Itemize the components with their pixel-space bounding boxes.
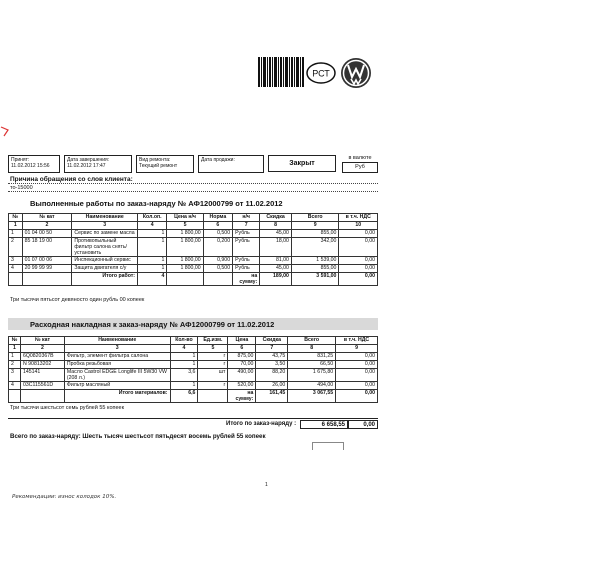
col-header: в т.ч. НДС xyxy=(336,337,378,345)
table-cell: 855,00 xyxy=(291,265,339,273)
table-cell: Рубль xyxy=(233,265,260,273)
col-header: № кат xyxy=(20,337,64,345)
col-number: 6 xyxy=(228,345,256,353)
col-header: Цена н/ч xyxy=(167,214,203,222)
col-number: 1 xyxy=(9,345,21,353)
col-header: Ед.изм. xyxy=(198,337,228,345)
table-cell: Фильтр масляный xyxy=(64,382,170,390)
currency-label: в валюте xyxy=(348,155,372,161)
grand-total-sum: 6 658,55 xyxy=(300,420,348,429)
col-number: 9 xyxy=(291,222,339,230)
table-cell: 0,00 xyxy=(339,230,378,238)
grand-total-vat: 0,00 xyxy=(348,420,378,429)
table-cell: 3,6 xyxy=(170,369,198,382)
table-cell: г xyxy=(198,353,228,361)
table-row xyxy=(9,230,378,238)
col-header: Кол-во xyxy=(170,337,198,345)
table-cell: Рубль xyxy=(233,230,260,238)
table-cell: 1 xyxy=(170,382,198,390)
table-cell: 45,00 xyxy=(260,230,292,238)
col-header: Всего xyxy=(288,337,336,345)
grand-total-in-words: Всего по заказ-наряду: Шесть тысяч шестьсот пятьдесят восемь рублей 55 копеек xyxy=(10,433,266,440)
table-cell: 1 xyxy=(170,361,198,369)
table-cell: 81,00 xyxy=(260,257,292,265)
table-cell: 1 800,00 xyxy=(167,265,203,273)
col-number: 1 xyxy=(9,222,23,230)
materials-total-discount: 161,45 xyxy=(256,390,288,403)
page-number: 1 xyxy=(265,482,268,488)
materials-total-qty: 6,6 xyxy=(170,390,198,403)
table-cell: 0,500 xyxy=(203,230,232,238)
repair-type-label: Вид ремонта: xyxy=(139,157,171,163)
table-cell: 0,00 xyxy=(336,369,378,382)
handwritten-note: Рекомендации: износ колодок 10%. xyxy=(12,494,117,500)
table-cell: 1 xyxy=(138,238,167,257)
table-cell: г xyxy=(198,382,228,390)
table-cell: 0,00 xyxy=(339,238,378,257)
table-cell: Пробка резьбовая xyxy=(64,361,170,369)
materials-total-label: Итого материалов: xyxy=(64,390,170,403)
table-cell: 1 800,00 xyxy=(167,238,203,257)
svg-text:РСТ: РСТ xyxy=(312,68,330,79)
col-number: 7 xyxy=(233,222,260,230)
accepted-label: Принят: xyxy=(11,157,30,163)
col-number: 3 xyxy=(72,222,138,230)
table-cell: г xyxy=(198,361,228,369)
col-number: 6 xyxy=(203,222,232,230)
table-cell: 01 07 00 06 xyxy=(22,257,72,265)
col-header: № xyxy=(9,337,21,345)
table-cell: Рубль xyxy=(233,257,260,265)
col-header: Наименование xyxy=(72,214,138,222)
col-number: 2 xyxy=(22,222,72,230)
works-in-words: Три тысячи пятьсот девяносто один рубль 00 копеек xyxy=(10,297,145,303)
completed-label: Дата завершения: xyxy=(67,157,110,163)
table-cell: шт xyxy=(198,369,228,382)
table-cell: 1 xyxy=(138,230,167,238)
accepted-box xyxy=(8,155,60,173)
works-total-vat: 0,00 xyxy=(339,273,378,286)
barcode-image xyxy=(258,57,304,87)
table-row xyxy=(9,257,378,265)
table-cell: 0,900 xyxy=(203,257,232,265)
materials-header-row xyxy=(9,337,378,345)
table-cell: 0,200 xyxy=(203,238,232,257)
table-cell: 6Q0820367B xyxy=(20,353,64,361)
accepted-value: 11.02.2012 15:56 xyxy=(11,163,50,169)
table-cell: Противопыльный фильтр салона снять/установить xyxy=(72,238,138,257)
table-cell: 1 539,00 xyxy=(291,257,339,265)
table-cell: 45,00 xyxy=(260,265,292,273)
table-row xyxy=(9,353,378,361)
table-cell: 20 99 99 99 xyxy=(22,265,72,273)
works-colnum-row xyxy=(9,222,378,230)
col-number: 4 xyxy=(138,222,167,230)
col-number: 5 xyxy=(167,222,203,230)
col-header: № xyxy=(9,214,23,222)
table-cell: 4 xyxy=(9,265,23,273)
table-cell: 0,00 xyxy=(336,353,378,361)
col-number: 8 xyxy=(260,222,292,230)
materials-title: Расходная накладная к заказ-наряду № АФ12000799 от 11.02.2012 xyxy=(30,320,275,329)
table-cell: 1 xyxy=(170,353,198,361)
table-cell: 88,20 xyxy=(256,369,288,382)
table-cell: Защита двигателя с/у xyxy=(72,265,138,273)
col-header: н/ч xyxy=(233,214,260,222)
materials-total-row xyxy=(9,390,378,403)
table-cell: 0,00 xyxy=(339,257,378,265)
works-title: Выполненные работы по заказ-наряду № АФ12000799 от 11.02.2012 xyxy=(30,199,283,208)
table-row xyxy=(9,382,378,390)
works-table xyxy=(8,213,378,286)
table-cell: 520,00 xyxy=(228,382,256,390)
works-total-sum: 3 591,00 xyxy=(291,273,339,286)
table-cell: 0,00 xyxy=(339,265,378,273)
currency-value: Руб xyxy=(342,162,378,173)
col-number: 2 xyxy=(20,345,64,353)
red-pen-mark xyxy=(0,124,14,138)
col-number: 9 xyxy=(336,345,378,353)
col-number: 10 xyxy=(339,222,378,230)
works-total-discount: 189,00 xyxy=(260,273,292,286)
materials-total-sum: 3 067,55 xyxy=(288,390,336,403)
table-cell: 1 xyxy=(138,265,167,273)
table-cell: 0,00 xyxy=(336,382,378,390)
table-cell: 1 xyxy=(9,353,21,361)
col-number: 3 xyxy=(64,345,170,353)
repair-type-box xyxy=(136,155,194,173)
table-cell: Рубль xyxy=(233,238,260,257)
col-header: Кол.оп. xyxy=(138,214,167,222)
col-header: Наименование xyxy=(64,337,170,345)
table-row xyxy=(9,369,378,382)
grand-total-label: Итого по заказ-наряду : xyxy=(226,421,297,427)
works-sum-label: на сумму: xyxy=(233,273,260,286)
table-cell: 145141 xyxy=(20,369,64,382)
reason-label: Причина обращения со слов клиента: xyxy=(10,176,133,183)
table-cell: 3,50 xyxy=(256,361,288,369)
table-cell: 70,00 xyxy=(228,361,256,369)
reason-value: то-15000 xyxy=(10,185,33,191)
works-total-count: 4 xyxy=(138,273,167,286)
materials-table xyxy=(8,336,378,403)
col-number: 4 xyxy=(170,345,198,353)
works-header-row xyxy=(9,214,378,222)
table-cell: N 90813202 xyxy=(20,361,64,369)
materials-sum-label: на сумму: xyxy=(228,390,256,403)
col-header: Цена xyxy=(228,337,256,345)
table-cell: 490,00 xyxy=(228,369,256,382)
table-cell: 2 xyxy=(9,238,23,257)
materials-in-words: Три тысячи шестьсот семь рублей 55 копеек xyxy=(10,405,125,411)
materials-total-vat: 0,00 xyxy=(336,390,378,403)
currency-box xyxy=(342,155,378,174)
table-cell: 1 675,80 xyxy=(288,369,336,382)
table-row xyxy=(9,265,378,273)
table-cell: 1 xyxy=(138,257,167,265)
col-header: № кат xyxy=(22,214,72,222)
sale-date-box xyxy=(198,155,264,173)
table-cell: 1 xyxy=(9,230,23,238)
table-cell: 875,00 xyxy=(228,353,256,361)
table-cell: 831,25 xyxy=(288,353,336,361)
table-cell: 43,75 xyxy=(256,353,288,361)
col-header: Скидка xyxy=(260,214,292,222)
col-number: 7 xyxy=(256,345,288,353)
table-cell: 1 800,00 xyxy=(167,230,203,238)
repair-type-value: Текущий ремонт xyxy=(139,163,178,169)
sale-date-label: Дата продажи: xyxy=(201,157,235,163)
col-header: Норма xyxy=(203,214,232,222)
table-cell: 85 18 19 00 xyxy=(22,238,72,257)
col-number: 8 xyxy=(288,345,336,353)
table-cell: Сервис по замене масла xyxy=(72,230,138,238)
table-cell: 3 xyxy=(9,257,23,265)
completed-box xyxy=(64,155,132,173)
table-row xyxy=(9,238,378,257)
table-cell: 2 xyxy=(9,361,21,369)
table-cell: 342,00 xyxy=(291,238,339,257)
table-row xyxy=(9,361,378,369)
table-cell: Фильтр, элемент фильтра салона xyxy=(64,353,170,361)
table-cell: 26,00 xyxy=(256,382,288,390)
table-cell: 01 04 00 50 xyxy=(22,230,72,238)
table-cell: 4 xyxy=(9,382,21,390)
col-header: в т.ч. НДС xyxy=(339,214,378,222)
volkswagen-logo xyxy=(340,57,372,89)
col-header: Скидка xyxy=(256,337,288,345)
col-header: Всего xyxy=(291,214,339,222)
status-closed: Закрыт xyxy=(268,155,336,172)
table-cell: Инспекционный сервис xyxy=(72,257,138,265)
rst-certification-logo xyxy=(306,62,336,84)
col-number: 5 xyxy=(198,345,228,353)
works-total-label: Итого работ: xyxy=(72,273,138,286)
table-cell: 03C115561D xyxy=(20,382,64,390)
table-cell: 3 xyxy=(9,369,21,382)
works-total-row xyxy=(9,273,378,286)
completed-value: 11.02.2012 17:47 xyxy=(67,163,106,169)
materials-colnum-row xyxy=(9,345,378,353)
table-cell: 0,00 xyxy=(336,361,378,369)
table-cell: 0,500 xyxy=(203,265,232,273)
table-cell: 855,00 xyxy=(291,230,339,238)
table-cell: Масло Castrol EDGE Longlife III 5W30 VW (208 л.) xyxy=(64,369,170,382)
table-cell: 66,50 xyxy=(288,361,336,369)
table-cell: 1 800,00 xyxy=(167,257,203,265)
table-cell: 494,00 xyxy=(288,382,336,390)
table-cell: 18,00 xyxy=(260,238,292,257)
